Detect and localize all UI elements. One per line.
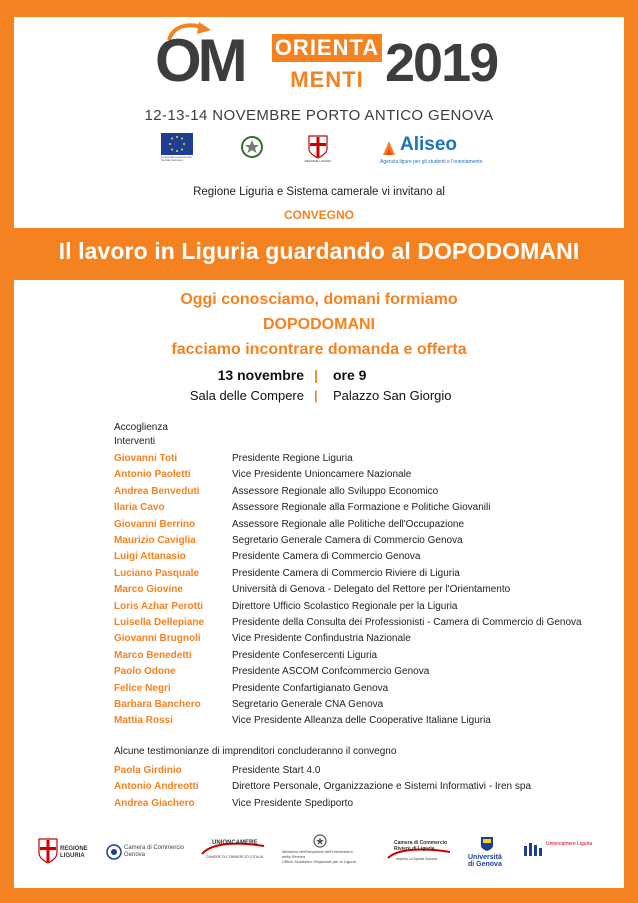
speaker-role: Assessore Regionale allo Sviluppo Economico	[232, 485, 439, 497]
regione-liguria-shield-icon	[38, 838, 58, 864]
convegno-label: CONVEGNO	[283, 208, 354, 222]
italian-republic-emblem-icon	[313, 834, 327, 848]
aliseo-logo: Aliseo	[400, 134, 458, 155]
speaker-role: Vice Presidente Confindustria Nazionale	[232, 633, 411, 645]
speaker-name: Antonio Andreotti	[114, 781, 199, 793]
logo-year: 2019	[385, 33, 498, 93]
footer-cciaa-riviere-sub: Imperia La Spezia Savona	[396, 857, 438, 861]
speaker-role: Vice Presidente Alleanza delle Cooperative Italiane Liguria	[232, 715, 491, 727]
event-time: ore 9	[333, 367, 367, 383]
aliseo-mark-icon	[381, 139, 397, 157]
speaker-name: Maurizio Caviglia	[114, 535, 196, 546]
speaker-row	[0, 534, 638, 550]
speaker-name: Barbara Banchero	[114, 699, 201, 710]
speaker-name: Felice Negri	[114, 682, 171, 694]
speaker-name: Paola Girdinio	[114, 765, 182, 776]
footer-cciaa-genova: Camera di Commercio Genova	[124, 845, 185, 858]
speaker-name: Loris Azhar Perotti	[114, 600, 204, 612]
speaker-row	[0, 567, 638, 583]
subtitle-line-1: Oggi conosciamo, domani formiamo	[180, 291, 458, 308]
speaker-role: Presidente Regione Liguria	[232, 453, 353, 464]
footer-miur: Ministero dell'Istruzione dell'Università e della Ricerca	[282, 849, 353, 859]
speaker-name: Giovanni Brugnoli	[114, 633, 201, 645]
footer-usr: Ufficio Scolastico Regionale per la Liguria	[282, 859, 356, 864]
speaker-role: Vice Presidente Unioncamere Nazionale	[232, 469, 412, 481]
regione-liguria-caption: REGIONE LIGURIA	[304, 159, 332, 163]
speaker-row	[0, 616, 638, 632]
cciaa-genova-emblem-icon	[106, 844, 122, 860]
aliseo-tagline: Agenzia ligure per gli studenti e l'orientamento	[380, 159, 483, 165]
speaker-role: Vice Presidente Spediporto	[232, 797, 354, 809]
speaker-role: Assessore Regionale alla Formazione e Politiche Giovanili	[232, 502, 491, 514]
speaker-row	[0, 714, 638, 730]
eu-flag-icon	[161, 133, 193, 155]
footer-unige-line2: di Genova	[468, 861, 502, 868]
footer-cciaa-riviere: Camera di Commercio Riviere di Liguria	[394, 840, 448, 852]
speaker-name: Paolo Odone	[114, 666, 176, 678]
speaker-name: Andrea Benveduti	[114, 485, 200, 497]
speaker-row	[0, 764, 638, 780]
speaker-row	[0, 501, 638, 517]
speaker-role: Presidente ASCOM Confcommercio Genova	[232, 666, 430, 678]
footer-unioncamere: UNIONCAMERE	[212, 840, 258, 846]
footer-regione-liguria: REGIONE LIGURIA	[60, 846, 88, 859]
invitation-text: Regione Liguria e Sistema camerale vi invitano al	[193, 186, 445, 198]
speaker-row	[0, 550, 638, 566]
event-room: Sala delle Compere	[189, 388, 304, 403]
speaker-name: Antonio Paoletti	[114, 469, 191, 481]
partner-logos	[0, 133, 638, 167]
speaker-row	[0, 698, 638, 714]
speaker-name: Luisella Dellepiane	[114, 617, 205, 628]
speaker-role: Segretario Generale Camera di Commercio Genova	[232, 535, 463, 546]
speaker-name: Marco Giovine	[114, 584, 183, 596]
speaker-name: Andrea Giachero	[114, 797, 195, 809]
speaker-name: Giovanni Toti	[114, 453, 178, 464]
speaker-name: Ilaria Cavo	[114, 502, 165, 514]
footer-unioncamere-sub: CAMERE DI COMMERCIO D'ITALIA	[206, 855, 264, 859]
speaker-name: Giovanni Berrino	[114, 518, 196, 530]
speaker-row	[0, 600, 638, 616]
unige-crest-icon	[480, 836, 494, 852]
speaker-role: Presidente Camera di Commercio Riviere di Liguria	[232, 567, 460, 579]
event-venue: Palazzo San Giorgio	[333, 388, 452, 403]
place-separator: |	[314, 388, 318, 403]
logo-om: OM	[155, 27, 244, 94]
event-date: 13 novembre	[217, 367, 304, 383]
speaker-role: Direttore Ufficio Scolastico Regionale per la Liguria	[232, 600, 458, 612]
orientamenti-logo	[155, 22, 498, 104]
speaker-role: Presidente Confartigianato Genova	[232, 682, 389, 694]
eu-caption: Unione Europea Fondo Sociale Europeo	[161, 155, 193, 162]
unioncamere-liguria-mark-icon	[522, 840, 544, 858]
regione-liguria-shield-icon	[308, 135, 328, 159]
date-separator: |	[314, 367, 318, 383]
speaker-row	[0, 518, 638, 534]
footer-unige-line1: Università	[468, 854, 502, 861]
speaker-role: Segretario Generale CNA Genova	[232, 699, 384, 710]
speaker-row	[0, 468, 638, 484]
subtitle-line-2: DOPODOMANI	[263, 316, 375, 333]
footer-unioncamere-liguria: Unioncamere Liguria	[546, 841, 593, 847]
speaker-role: Presidente della Consulta dei Professionisti - Camera di Commercio di Genova	[232, 617, 582, 628]
speaker-row	[0, 452, 638, 468]
speaker-row	[0, 797, 638, 813]
closing-note: Alcune testimonianze di imprenditori concluderanno il convegno	[114, 746, 397, 757]
logo-orienta: ORIENTA	[272, 34, 382, 62]
speaker-role: Assessore Regionale alle Politiche dell'Occupazione	[232, 518, 465, 530]
speaker-row	[0, 780, 638, 796]
speaker-name: Luigi Attanasio	[114, 551, 186, 563]
speaker-row	[0, 665, 638, 681]
speaker-role: Presidente Confesercenti Liguria	[232, 649, 378, 661]
event-dates: 12-13-14 NOVEMBRE PORTO ANTICO GENOVA	[144, 107, 494, 124]
speaker-role: Università di Genova - Delegato del Rettore per l'Orientamento	[232, 584, 511, 596]
event-headline: Il lavoro in Liguria guardando al DOPODOMANI	[58, 238, 580, 264]
speaker-role: Presidente Start 4.0	[232, 765, 321, 776]
speaker-role: Direttore Personale, Organizzazione e Sistemi Informativi - Iren spa	[232, 781, 532, 793]
speaker-row	[0, 649, 638, 665]
logo-menti: MENTI	[290, 67, 364, 92]
speaker-name: Luciano Pasquale	[114, 567, 200, 579]
agenda-item: Accoglienza	[114, 422, 168, 433]
speaker-name: Marco Benedetti	[114, 649, 192, 661]
agenda-item: Interventi	[114, 436, 156, 447]
speaker-row	[0, 583, 638, 599]
speaker-name: Mattia Rossi	[114, 715, 173, 727]
footer-logos	[0, 832, 638, 876]
subtitle-line-3: facciamo incontrare domanda e offerta	[171, 341, 467, 358]
speaker-row	[0, 682, 638, 698]
speaker-row	[0, 632, 638, 648]
speaker-row	[0, 485, 638, 501]
speaker-role: Presidente Camera di Commercio Genova	[232, 551, 421, 563]
italian-republic-emblem-icon	[240, 135, 264, 159]
